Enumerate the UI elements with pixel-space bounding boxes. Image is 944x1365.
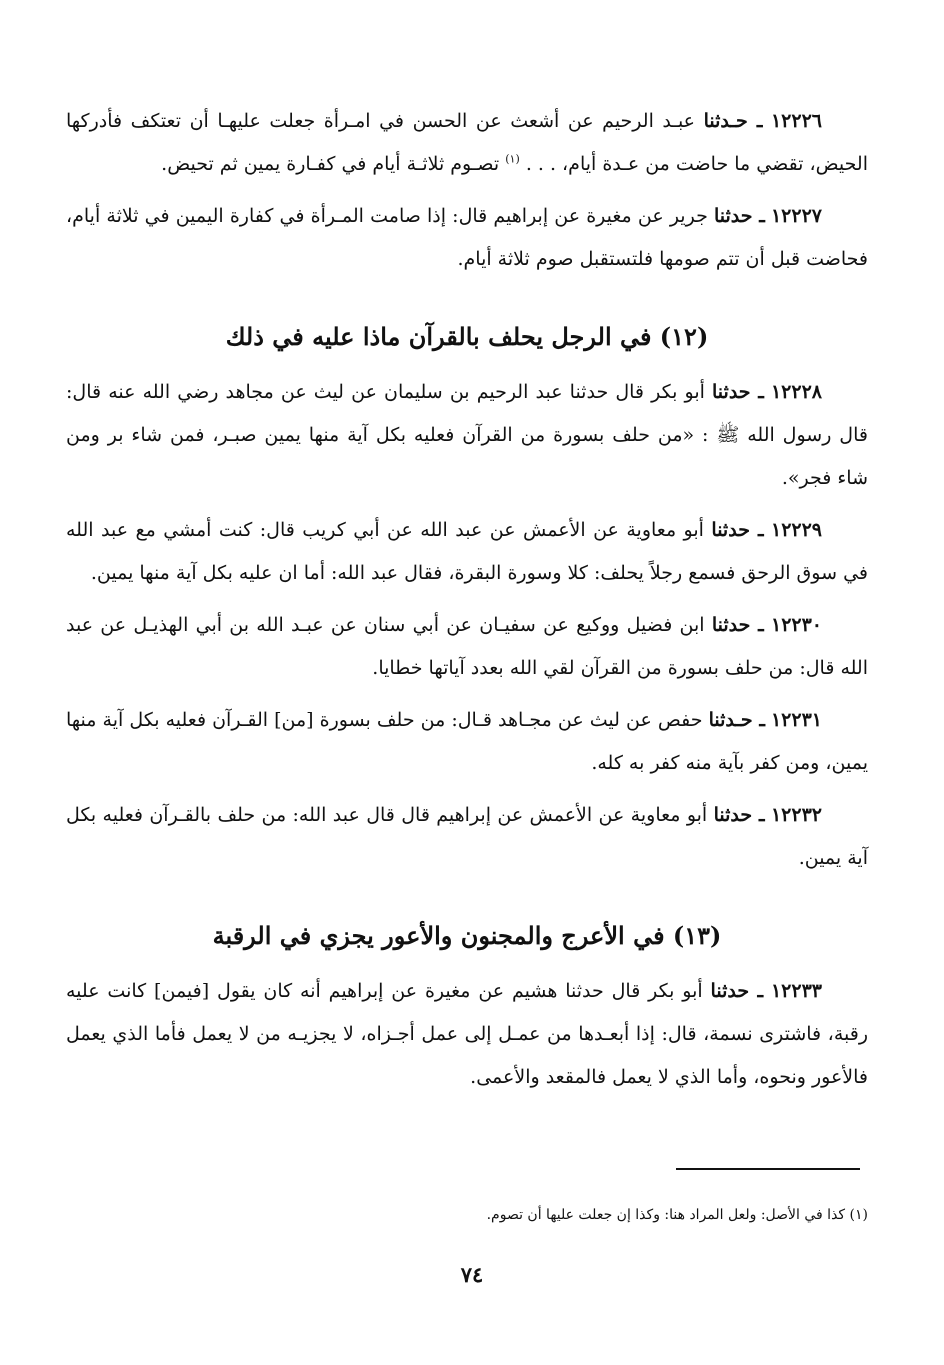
hadith-text: أبو بكر قال حدثنا هشيم عن مغيرة عن إبراهيم أنه كان يقول [فيمن] كانت عليه رقبة، فاشترى نسمة، قال: إذا أبعـدها من عمـل إلى عمل أجـزاه، لا يجزيـه من لا يعمل فأما الذي يعمل فالأعور ونحوه، وأما الذي لا يعمل فالمقعد والأعمى. xyxy=(66,980,868,1088)
page-number: ٧٤ xyxy=(460,1262,484,1287)
hadith-paragraph: ١٢٢٢٧ ـ حدثنا جرير عن مغيرة عن إبراهيم قال: إذا صامت المـرأة في كفارة اليمين في ثلاثة أيام، فحاضت قبل أن تتم صومها فلتستقبل صوم ثلاثة أيام. xyxy=(66,205,868,270)
hadith-narrator-word: حدثنا xyxy=(712,381,751,403)
hadith-number: ١٢٢٣٢ xyxy=(770,804,822,826)
hadith-number: ١٢٢٢٦ xyxy=(770,110,822,132)
hadith-text: أبو بكر قال حدثنا عبد الرحيم بن سليمان عن ليث عن مجاهد رضي الله عنه قال: قال رسول الله ﷺ : «من حلف بسورة من القرآن فعليه بكل آية منها يمين صبـر، فمن شاء بر ومن شاء فجر». xyxy=(66,381,868,489)
hadith-number: ١٢٢٣٣ xyxy=(770,980,822,1002)
hadith-number: ١٢٢٢٨ xyxy=(770,381,822,403)
hadith-number: ١٢٢٣١ xyxy=(770,709,822,731)
hadith-number: ١٢٢٢٧ xyxy=(770,205,822,227)
hadith-paragraph: ١٢٢٢٨ ـ حدثنا أبو بكر قال حدثنا عبد الرحيم بن سليمان عن ليث عن مجاهد رضي الله عنه قال: قال رسول الله ﷺ : «من حلف بسورة من القرآن فعليه بكل آية منها يمين صبـر، فمن شاء بر ومن شاء فجر». xyxy=(66,381,868,489)
hadith-text: ابن فضيل ووكيع عن سفيـان عن أبي سنان عن عبـد الله بن أبي الهذيـل عن عبد الله قال: من حلف بسورة من القرآن لقي الله بعدد آياتها خطايا. xyxy=(66,614,868,679)
section-heading: (١٢) في الرجل يحلف بالقرآن ماذا عليه في ذلك xyxy=(225,322,709,351)
hadith-paragraph: ١٢٢٣٢ ـ حدثنا أبو معاوية عن الأعمش عن إبراهيم قال قال عبد الله: من حلف بالقـرآن فعليه بكل آية يمين. xyxy=(66,804,868,869)
hadith-text: تصـوم ثلاثـة أيام في كفـارة يمين ثم تحيض. xyxy=(161,153,500,175)
hadith-text: جرير عن مغيرة عن إبراهيم قال: إذا صامت المـرأة في كفارة اليمين في ثلاثة أيام، فحاضت قبل أن تتم صومها فلتستقبل صوم ثلاثة أيام. xyxy=(66,205,868,270)
hadith-text: حفص عن ليث عن مجـاهد قـال: من حلف بسورة [من] القـرآن فعليه بكل آية منها يمين، ومن كفر بآية منه كفر به كله. xyxy=(66,709,868,774)
hadith-narrator-word: حـدثنا xyxy=(703,110,748,132)
hadith-narrator-word: حدثنا xyxy=(711,614,751,636)
hadith-paragraph: ١٢٢٣٣ ـ حدثنا أبو بكر قال حدثنا هشيم عن مغيرة عن إبراهيم أنه كان يقول [فيمن] كانت عليه رقبة، فاشترى نسمة، قال: إذا أبعـدها من عمـل إلى عمل أجـزاه، لا يجزيـه من لا يعمل فأما الذي يعمل فالأعور ونحوه، وأما الذي لا يعمل فالمقعد والأعمى. xyxy=(66,980,868,1088)
hadith-narrator-word: حدثنا xyxy=(710,980,750,1002)
hadith-number: ١٢٢٢٩ xyxy=(770,519,823,541)
hadith-number: ١٢٢٣٠ xyxy=(770,614,823,636)
hadith-paragraph: ١٢٢٢٩ ـ حدثنا أبو معاوية عن الأعمش عن عبد الله عن أبي كريب قال: كنت أمشي مع عبد الله في سوق الرحق فسمع رجلاً يحلف: كلا وسورة البقرة، فقال عبد الله: أما ان عليه بكل آية منها يمين. xyxy=(66,519,868,584)
hadith-text: عبـد الرحيم عن أشعث عن الحسن في امـرأة جعلت عليهـا أن تعتكف فأدركها الحيض، تقضي ما حاضت من عـدة أيام، . . . xyxy=(66,110,868,175)
section-heading: (١٣) في الأعرج والمجنون والأعور يجزي في الرقبة xyxy=(212,921,722,950)
hadith-narrator-word: حدثنا xyxy=(713,205,753,227)
hadith-text: أبو معاوية عن الأعمش عن إبراهيم قال قال عبد الله: من حلف بالقـرآن فعليه بكل آية يمين. xyxy=(66,804,868,869)
footnote-marker[interactable]: (١) xyxy=(505,152,520,166)
hadith-narrator-word: حـدثنا xyxy=(708,709,753,731)
hadith-text: أبو معاوية عن الأعمش عن عبد الله عن أبي كريب قال: كنت أمشي مع عبد الله في سوق الرحق فسمع رجلاً يحلف: كلا وسورة البقرة، فقال عبد الله: أما ان عليه بكل آية منها يمين. xyxy=(66,519,868,584)
hadith-paragraph: ١٢٢٣٠ ـ حدثنا ابن فضيل ووكيع عن سفيـان عن أبي سنان عن عبـد الله بن أبي الهذيـل عن عبد الله قال: من حلف بسورة من القرآن لقي الله بعدد آياتها خطايا. xyxy=(66,614,868,679)
footnote-divider xyxy=(676,1168,860,1170)
hadith-paragraph: ١٢٢٣١ ـ حـدثنا حفص عن ليث عن مجـاهد قـال: من حلف بسورة [من] القـرآن فعليه بكل آية منها يمين، ومن كفر بآية منه كفر به كله. xyxy=(66,709,868,774)
hadith-narrator-word: حدثنا xyxy=(713,804,753,826)
footnote: (١) كذا في الأصل: ولعل المراد هنا: وكذا إن جعلت عليها أن تصوم. xyxy=(486,1207,868,1223)
hadith-narrator-word: حدثنا xyxy=(711,519,750,541)
hadith-paragraph: ١٢٢٢٦ ـ حـدثنا عبـد الرحيم عن أشعث عن الحسن في امـرأة جعلت عليهـا أن تعتكف فأدركها الحيض، تقضي ما حاضت من عـدة أيام، . . . $^{(١)}$ تصـوم ثلاثـة أيام في كفـارة يمين ثم تحيض. xyxy=(66,110,868,175)
page-body xyxy=(66,100,868,1108)
